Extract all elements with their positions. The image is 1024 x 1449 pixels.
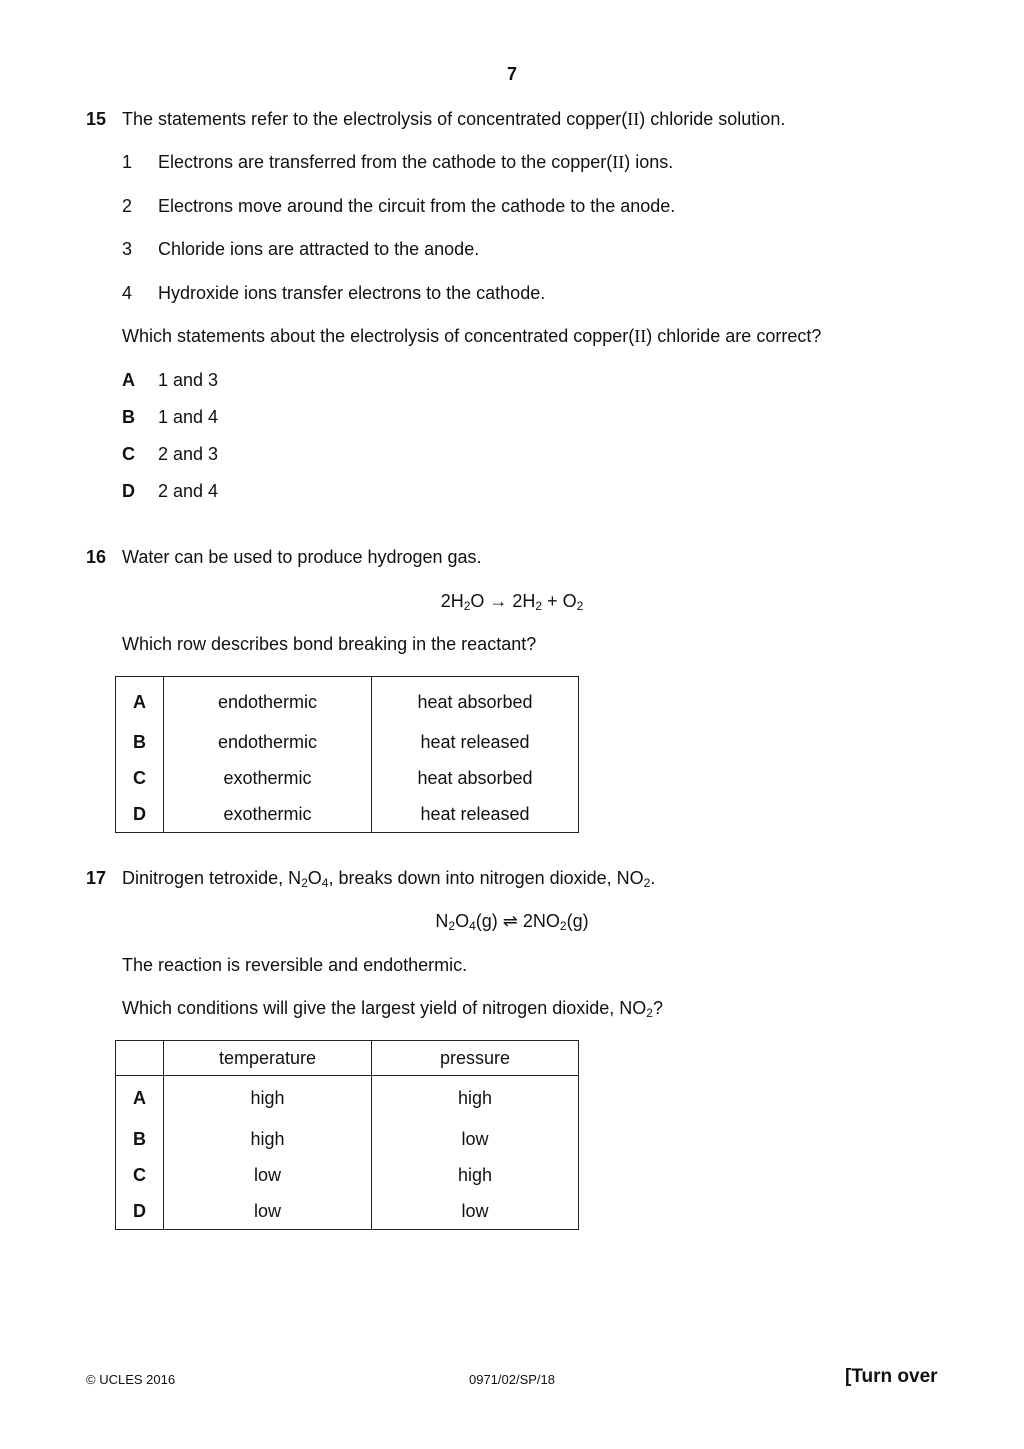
table-cell: high — [164, 1121, 372, 1157]
table-row — [116, 677, 579, 725]
q17-equation: $N_2O_4(g)$ ⇌ $2NO_2(g)$ — [435, 911, 589, 933]
table-cell: high — [372, 1157, 579, 1193]
q15-option-letter: D — [122, 481, 135, 501]
table-cell: endothermic — [164, 677, 372, 725]
table-row — [116, 1121, 579, 1157]
table-cell: endothermic — [164, 724, 372, 760]
table-cell: exothermic — [164, 796, 372, 833]
q15-statement-text: Hydroxide ions transfer electrons to the cathode. — [158, 283, 546, 303]
table-cell: low — [372, 1193, 579, 1230]
q15-option-letter: B — [122, 407, 135, 427]
row-letter: D — [116, 1193, 164, 1230]
q15-statement-number: 1 — [122, 152, 133, 172]
table-header-cell — [116, 1041, 164, 1076]
row-letter: B — [116, 1121, 164, 1157]
q15-option-text: 2 and 4 — [158, 481, 219, 501]
table-cell: low — [164, 1157, 372, 1193]
q15-option-text: 2 and 3 — [158, 444, 219, 464]
table-cell: heat absorbed — [372, 677, 579, 725]
q17-stem: Dinitrogen tetroxide, $N_2O_4$, breaks down into nitrogen dioxide, $NO_2$. — [122, 868, 656, 890]
row-letter: A — [116, 677, 164, 725]
table-cell: high — [372, 1076, 579, 1122]
row-letter: A — [116, 1076, 164, 1122]
q15-statement-number: 4 — [122, 283, 133, 303]
row-letter: D — [116, 796, 164, 833]
table-cell: high — [164, 1076, 372, 1122]
table-cell: exothermic — [164, 760, 372, 796]
footer-copyright: © UCLES 2016 — [86, 1372, 176, 1387]
q15-stem: The statements refer to the electrolysis of concentrated copper(II) chloride solution. — [122, 109, 786, 129]
table-row — [116, 796, 579, 833]
q16-equation: $2H_2O \to 2H_2 + O_2$ — [440, 591, 584, 613]
q17-question: Which conditions will give the largest yield of nitrogen dioxide, $NO_2$? — [122, 998, 663, 1020]
q17-number: 17 — [86, 868, 107, 888]
table-cell: low — [164, 1193, 372, 1230]
table-cell: low — [372, 1121, 579, 1157]
q15-option-text: 1 and 4 — [158, 407, 219, 427]
table-row — [116, 1193, 579, 1230]
q15-option-text: 1 and 3 — [158, 370, 219, 390]
q16-number: 16 — [86, 547, 107, 567]
row-letter: B — [116, 724, 164, 760]
table-row — [116, 760, 579, 796]
table-cell: heat absorbed — [372, 760, 579, 796]
footer-turn-over: [Turn over — [845, 1366, 938, 1387]
table-header-row — [116, 1041, 579, 1076]
q15-statement-text: Chloride ions are attracted to the anode. — [158, 239, 480, 259]
q16-stem: Water can be used to produce hydrogen gas. — [122, 547, 482, 567]
q15-option-letter: A — [122, 370, 135, 390]
q15-statement-text: Electrons move around the circuit from the cathode to the anode. — [158, 196, 676, 216]
q17-answer-table — [115, 1040, 579, 1230]
table-row — [116, 1076, 579, 1122]
table-cell: heat released — [372, 796, 579, 833]
page-number: 7 — [506, 64, 518, 84]
q15-statement-text: Electrons are transferred from the cathode to the copper(II) ions. — [158, 152, 674, 172]
table-row — [116, 724, 579, 760]
row-letter: C — [116, 760, 164, 796]
q15-number: 15 — [86, 109, 107, 129]
row-letter: C — [116, 1157, 164, 1193]
q15-statement-number: 3 — [122, 239, 133, 259]
q15-question: Which statements about the electrolysis of concentrated copper(II) chloride are correct? — [122, 326, 822, 346]
footer-code: 0971/02/SP/18 — [468, 1372, 556, 1387]
table-cell: heat released — [372, 724, 579, 760]
q15-statement-number: 2 — [122, 196, 133, 216]
q15-option-letter: C — [122, 444, 135, 464]
table-header-pressure: pressure — [372, 1041, 579, 1076]
q16-question: Which row describes bond breaking in the reactant? — [122, 634, 537, 654]
table-header-temperature: temperature — [164, 1041, 372, 1076]
table-row — [116, 1157, 579, 1193]
q16-answer-table — [115, 676, 579, 833]
q17-note: The reaction is reversible and endothermic. — [122, 955, 468, 975]
